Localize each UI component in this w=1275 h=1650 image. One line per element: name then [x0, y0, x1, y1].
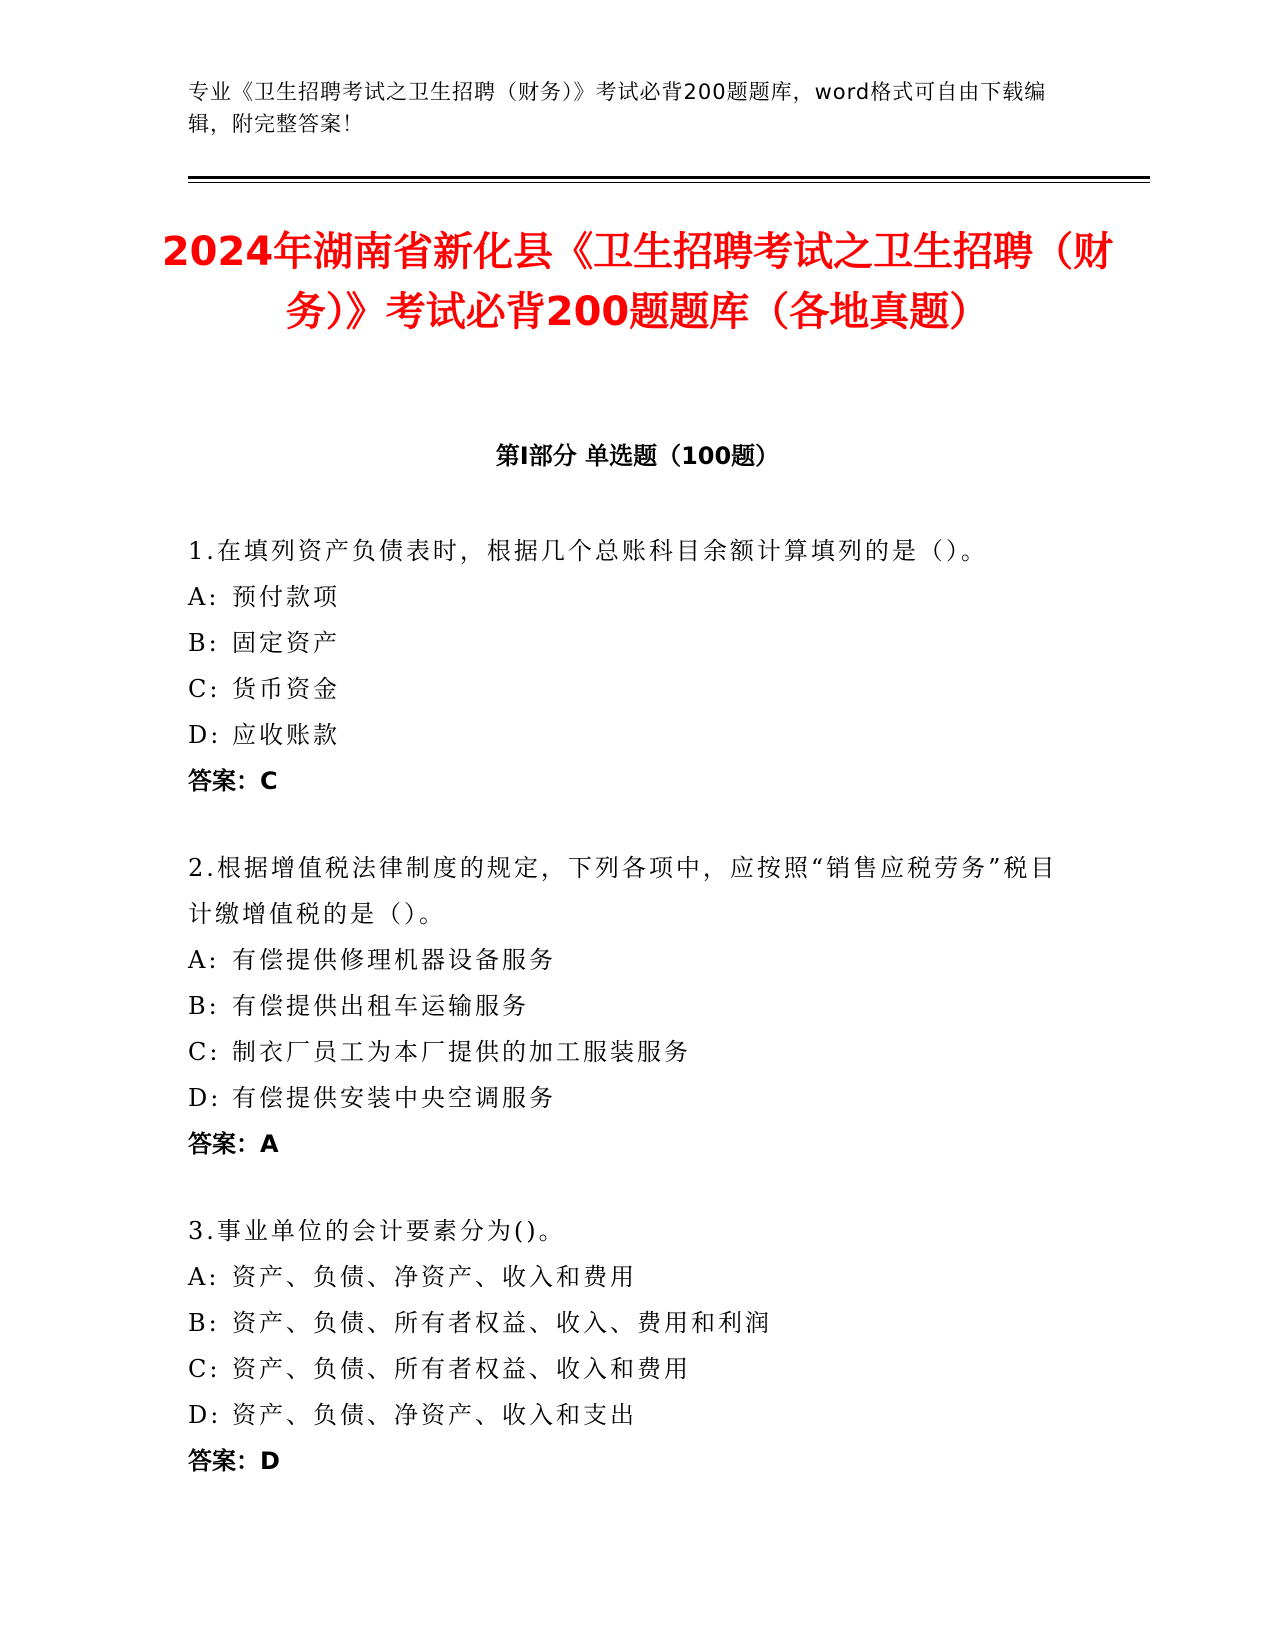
option-a: [188, 937, 1068, 983]
option-text: 固定资产: [232, 629, 340, 657]
option-letter: A:: [188, 583, 220, 611]
option-c: [188, 1029, 1068, 1075]
header-note: 专业《卫生招聘考试之卫生招聘（财务）》考试必背200题题库，word格式可自由下载编辑，附完整答案！: [188, 80, 1047, 136]
option-text: 货币资金: [232, 675, 340, 703]
option-d: [188, 712, 1068, 758]
option-a: [188, 574, 1068, 620]
option-b: [188, 1300, 1068, 1346]
option-letter: B:: [188, 629, 220, 657]
question-stem: 2.根据增值税法律制度的规定，下列各项中，应按照“销售应税劳务”税目计缴增值税的是（）。: [188, 854, 1058, 928]
header-divider-thick: [188, 176, 1150, 179]
option-letter: D:: [188, 1401, 222, 1429]
option-b: [188, 620, 1068, 666]
header-divider-thin: [188, 182, 1150, 183]
document-title: 2024年湖南省新化县《卫生招聘考试之卫生招聘（财务）》考试必背200题题库（各地真题）: [161, 229, 1114, 335]
option-text: 资产、负债、所有者权益、收入和费用: [232, 1355, 691, 1383]
question-item: [188, 1208, 1068, 1484]
option-text: 资产、负债、所有者权益、收入、费用和利润: [232, 1309, 772, 1337]
answer-label: 答案：C: [188, 767, 278, 795]
option-letter: A:: [188, 1263, 220, 1291]
option-letter: A:: [188, 946, 220, 974]
option-text: 有偿提供修理机器设备服务: [232, 946, 556, 974]
option-letter: B:: [188, 992, 220, 1020]
option-text: 预付款项: [232, 583, 340, 611]
section-heading: 第Ⅰ部分 单选题（100题）: [495, 442, 780, 470]
option-text: 资产、负债、净资产、收入和费用: [232, 1263, 637, 1291]
question-stem: 1.在填列资产负债表时，根据几个总账科目余额计算填列的是（）。: [188, 537, 988, 565]
option-text: 有偿提供安装中央空调服务: [232, 1084, 556, 1112]
option-a: [188, 1254, 1068, 1300]
question-list: [188, 528, 1068, 1525]
option-letter: D:: [188, 721, 222, 749]
question-item: [188, 845, 1068, 1167]
option-text: 制衣厂员工为本厂提供的加工服装服务: [232, 1038, 691, 1066]
option-text: 有偿提供出租车运输服务: [232, 992, 529, 1020]
option-text: 资产、负债、净资产、收入和支出: [232, 1401, 637, 1429]
question-stem: 3.事业单位的会计要素分为()。: [188, 1217, 566, 1245]
option-c: [188, 1346, 1068, 1392]
answer-label: 答案：A: [188, 1130, 279, 1158]
option-letter: C:: [188, 1038, 221, 1066]
option-letter: C:: [188, 1355, 221, 1383]
option-text: 应收账款: [232, 721, 340, 749]
option-b: [188, 983, 1068, 1029]
option-letter: B:: [188, 1309, 220, 1337]
option-c: [188, 666, 1068, 712]
option-letter: D:: [188, 1084, 222, 1112]
question-item: [188, 528, 1068, 804]
option-letter: C:: [188, 675, 221, 703]
answer-label: 答案：D: [188, 1447, 280, 1475]
option-d: [188, 1392, 1068, 1438]
option-d: [188, 1075, 1068, 1121]
